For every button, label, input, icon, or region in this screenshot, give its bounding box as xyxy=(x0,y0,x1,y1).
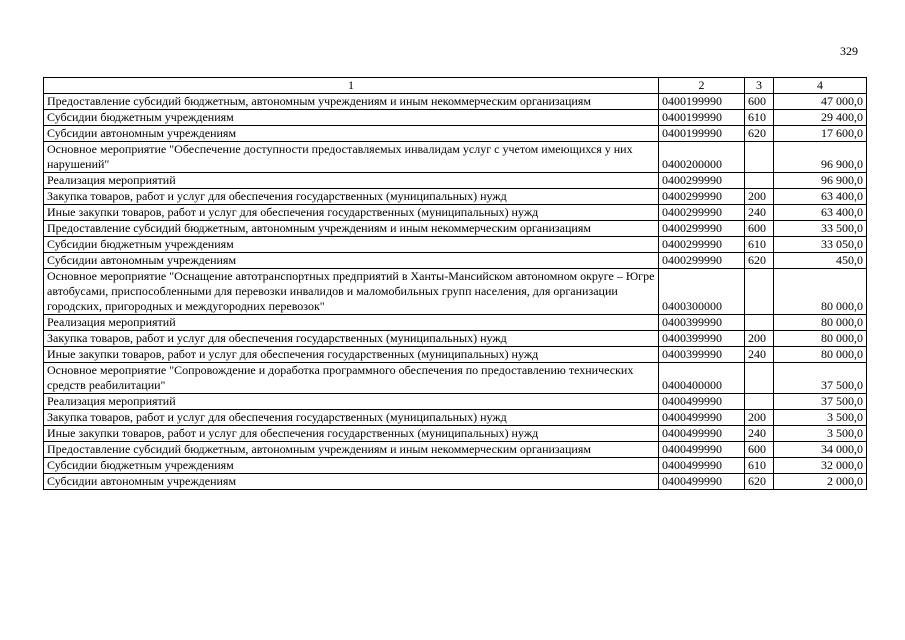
row-name: Закупка товаров, работ и услуг для обеспечения государственных (муниципальных) нужд xyxy=(44,331,659,347)
row-amount: 80 000,0 xyxy=(774,269,867,315)
row-amount: 450,0 xyxy=(774,253,867,269)
header-row xyxy=(44,78,867,94)
row-expense-type xyxy=(745,315,774,331)
row-code: 0400400000 xyxy=(659,363,745,394)
row-name: Субсидии бюджетным учреждениям xyxy=(44,110,659,126)
row-expense-type: 620 xyxy=(745,253,774,269)
row-code: 0400499990 xyxy=(659,442,745,458)
row-expense-type: 240 xyxy=(745,347,774,363)
row-name: Закупка товаров, работ и услуг для обеспечения государственных (муниципальных) нужд xyxy=(44,410,659,426)
row-code: 0400399990 xyxy=(659,347,745,363)
row-amount: 80 000,0 xyxy=(774,347,867,363)
row-code: 0400199990 xyxy=(659,126,745,142)
row-code: 0400499990 xyxy=(659,410,745,426)
row-amount: 3 500,0 xyxy=(774,426,867,442)
row-name: Закупка товаров, работ и услуг для обеспечения государственных (муниципальных) нужд xyxy=(44,189,659,205)
header-col-4: 4 xyxy=(774,78,867,94)
row-expense-type: 200 xyxy=(745,410,774,426)
row-name: Субсидии автономным учреждениям xyxy=(44,126,659,142)
row-amount: 34 000,0 xyxy=(774,442,867,458)
row-expense-type: 610 xyxy=(745,110,774,126)
table-row xyxy=(44,237,867,253)
row-name: Предоставление субсидий бюджетным, автономным учреждениям и иным некоммерческим организациям xyxy=(44,94,659,110)
row-code: 0400499990 xyxy=(659,474,745,490)
table-row xyxy=(44,347,867,363)
table-row xyxy=(44,126,867,142)
row-amount: 37 500,0 xyxy=(774,394,867,410)
row-code: 0400499990 xyxy=(659,458,745,474)
table-row xyxy=(44,189,867,205)
row-code: 0400299990 xyxy=(659,173,745,189)
table-row xyxy=(44,221,867,237)
table-row xyxy=(44,142,867,173)
header-col-1: 1 xyxy=(44,78,659,94)
row-name: Предоставление субсидий бюджетным, автономным учреждениям и иным некоммерческим организациям xyxy=(44,221,659,237)
row-code: 0400499990 xyxy=(659,394,745,410)
table-row xyxy=(44,269,867,315)
table-row xyxy=(44,205,867,221)
row-name: Субсидии автономным учреждениям xyxy=(44,474,659,490)
row-name: Иные закупки товаров, работ и услуг для обеспечения государственных (муниципальных) нужд xyxy=(44,347,659,363)
header-col-3: 3 xyxy=(745,78,774,94)
row-code: 0400299990 xyxy=(659,205,745,221)
row-code: 0400199990 xyxy=(659,110,745,126)
row-expense-type: 600 xyxy=(745,221,774,237)
row-name: Основное мероприятие "Сопровождение и доработка программного обеспечения по предоставлению технических средств реабилитации" xyxy=(44,363,659,394)
row-name: Иные закупки товаров, работ и услуг для обеспечения государственных (муниципальных) нужд xyxy=(44,426,659,442)
row-expense-type xyxy=(745,173,774,189)
row-expense-type xyxy=(745,269,774,315)
row-name: Реализация мероприятий xyxy=(44,173,659,189)
table-row xyxy=(44,110,867,126)
row-name: Субсидии автономным учреждениям xyxy=(44,253,659,269)
row-amount: 80 000,0 xyxy=(774,331,867,347)
row-expense-type: 200 xyxy=(745,189,774,205)
table-row xyxy=(44,315,867,331)
row-amount: 33 500,0 xyxy=(774,221,867,237)
row-amount: 2 000,0 xyxy=(774,474,867,490)
row-code: 0400299990 xyxy=(659,253,745,269)
row-expense-type: 610 xyxy=(745,237,774,253)
row-amount: 33 050,0 xyxy=(774,237,867,253)
row-expense-type: 200 xyxy=(745,331,774,347)
table-row xyxy=(44,394,867,410)
header-col-2: 2 xyxy=(659,78,745,94)
row-expense-type: 620 xyxy=(745,126,774,142)
row-amount: 96 900,0 xyxy=(774,142,867,173)
row-code: 0400299990 xyxy=(659,221,745,237)
table-row xyxy=(44,410,867,426)
row-code: 0400200000 xyxy=(659,142,745,173)
row-name: Реализация мероприятий xyxy=(44,394,659,410)
row-amount: 63 400,0 xyxy=(774,205,867,221)
row-code: 0400399990 xyxy=(659,331,745,347)
table-row xyxy=(44,458,867,474)
row-name: Предоставление субсидий бюджетным, автономным учреждениям и иным некоммерческим организациям xyxy=(44,442,659,458)
row-code: 0400299990 xyxy=(659,237,745,253)
row-name: Основное мероприятие "Оснащение автотранспортных предприятий в Ханты-Мансийском автономном округе – Югре автобусами, приспособленными для перевозки инвалидов и маломобильных групп населения, для организации городских, пригородных и междугородних перевозок" xyxy=(44,269,659,315)
table-row xyxy=(44,442,867,458)
row-code: 0400199990 xyxy=(659,94,745,110)
row-expense-type: 240 xyxy=(745,426,774,442)
row-expense-type xyxy=(745,142,774,173)
row-code: 0400399990 xyxy=(659,315,745,331)
row-code: 0400300000 xyxy=(659,269,745,315)
table-row xyxy=(44,426,867,442)
row-name: Основное мероприятие "Обеспечение доступности предоставляемых инвалидам услуг с учетом имеющихся у них нарушений" xyxy=(44,142,659,173)
row-amount: 63 400,0 xyxy=(774,189,867,205)
row-amount: 37 500,0 xyxy=(774,363,867,394)
row-code: 0400299990 xyxy=(659,189,745,205)
row-name: Иные закупки товаров, работ и услуг для обеспечения государственных (муниципальных) нужд xyxy=(44,205,659,221)
row-amount: 80 000,0 xyxy=(774,315,867,331)
row-name: Субсидии бюджетным учреждениям xyxy=(44,237,659,253)
row-expense-type: 620 xyxy=(745,474,774,490)
row-name: Субсидии бюджетным учреждениям xyxy=(44,458,659,474)
table-row xyxy=(44,94,867,110)
row-expense-type xyxy=(745,394,774,410)
row-expense-type: 600 xyxy=(745,94,774,110)
table-row xyxy=(44,253,867,269)
row-expense-type: 600 xyxy=(745,442,774,458)
row-expense-type xyxy=(745,363,774,394)
table-row xyxy=(44,173,867,189)
budget-table xyxy=(43,77,867,490)
row-expense-type: 610 xyxy=(745,458,774,474)
row-amount: 17 600,0 xyxy=(774,126,867,142)
table-body xyxy=(44,94,867,490)
row-amount: 29 400,0 xyxy=(774,110,867,126)
page-number: 329 xyxy=(840,44,858,58)
row-amount: 96 900,0 xyxy=(774,173,867,189)
table-row xyxy=(44,331,867,347)
row-amount: 32 000,0 xyxy=(774,458,867,474)
table-row xyxy=(44,363,867,394)
row-amount: 3 500,0 xyxy=(774,410,867,426)
row-amount: 47 000,0 xyxy=(774,94,867,110)
row-expense-type: 240 xyxy=(745,205,774,221)
table-row xyxy=(44,474,867,490)
row-name: Реализация мероприятий xyxy=(44,315,659,331)
row-code: 0400499990 xyxy=(659,426,745,442)
